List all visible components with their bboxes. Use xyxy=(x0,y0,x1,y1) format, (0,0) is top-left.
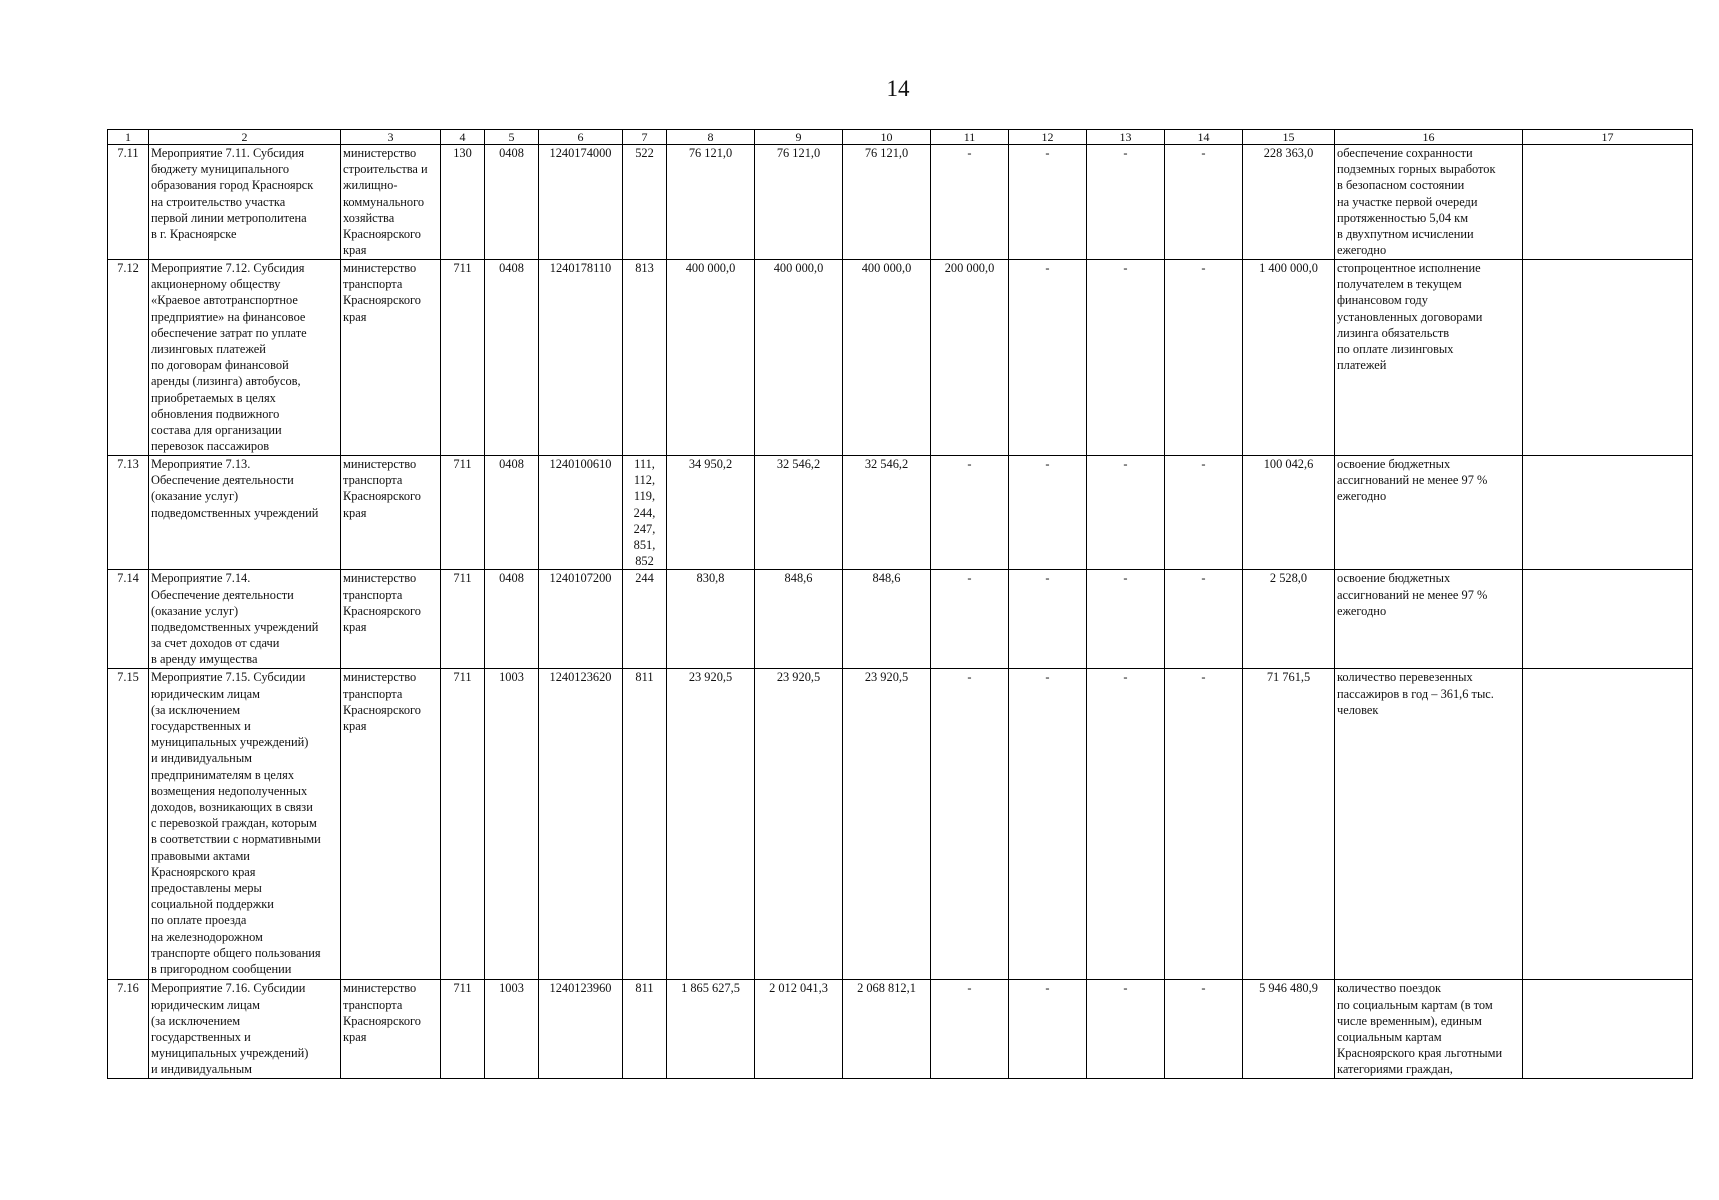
grbs-code: 130 xyxy=(441,145,485,260)
column-header: 7 xyxy=(623,130,667,145)
executor: министерство транспорта Красноярского края xyxy=(341,260,441,456)
column-header: 12 xyxy=(1009,130,1087,145)
rzpr-code: 1003 xyxy=(485,980,539,1078)
executor: министерство транспорта Красноярского края xyxy=(341,456,441,570)
vr-code: 522 xyxy=(623,145,667,260)
amount-col-13: - xyxy=(1087,570,1165,669)
amount-col-13: - xyxy=(1087,456,1165,570)
column-header: 9 xyxy=(755,130,843,145)
amount-col-13: - xyxy=(1087,260,1165,456)
amount-col-11: - xyxy=(931,669,1009,980)
table-row xyxy=(108,260,1693,456)
amount-year-2: 23 920,5 xyxy=(755,669,843,980)
amount-col-12: - xyxy=(1009,456,1087,570)
amount-total: 1 400 000,0 xyxy=(1243,260,1335,456)
executor: министерство транспорта Красноярского края xyxy=(341,669,441,980)
amount-total: 228 363,0 xyxy=(1243,145,1335,260)
amount-col-14: - xyxy=(1165,145,1243,260)
amount-year-2: 848,6 xyxy=(755,570,843,669)
grbs-code: 711 xyxy=(441,456,485,570)
grbs-code: 711 xyxy=(441,669,485,980)
column-header: 1 xyxy=(108,130,149,145)
column-header: 15 xyxy=(1243,130,1335,145)
amount-year-2: 76 121,0 xyxy=(755,145,843,260)
table-row xyxy=(108,980,1693,1078)
vr-code: 811 xyxy=(623,669,667,980)
row-number: 7.14 xyxy=(108,570,149,669)
expected-result: количество поездок по социальным картам (в том числе временным), единым социальным картам Красноярского края льготными категориями граждан, xyxy=(1335,980,1523,1078)
grbs-code: 711 xyxy=(441,570,485,669)
table-row xyxy=(108,145,1693,260)
amount-col-13: - xyxy=(1087,145,1165,260)
amount-year-3: 2 068 812,1 xyxy=(843,980,931,1078)
amount-year-3: 848,6 xyxy=(843,570,931,669)
activity-name: Мероприятие 7.14. Обеспечение деятельности (оказание услуг) подведомственных учреждений за счет доходов от сдачи в аренду имущества xyxy=(149,570,341,669)
amount-total: 100 042,6 xyxy=(1243,456,1335,570)
amount-col-11: - xyxy=(931,145,1009,260)
amount-year-1: 400 000,0 xyxy=(667,260,755,456)
amount-col-11: - xyxy=(931,980,1009,1078)
column-header: 2 xyxy=(149,130,341,145)
rzpr-code: 0408 xyxy=(485,456,539,570)
csr-code: 1240178110 xyxy=(539,260,623,456)
executor: министерство транспорта Красноярского края xyxy=(341,570,441,669)
col-17-cell xyxy=(1523,260,1693,456)
expected-result: количество перевезенных пассажиров в год – 361,6 тыс. человек xyxy=(1335,669,1523,980)
csr-code: 1240123620 xyxy=(539,669,623,980)
amount-col-11: - xyxy=(931,570,1009,669)
page-number: 14 xyxy=(886,76,910,101)
amount-year-3: 23 920,5 xyxy=(843,669,931,980)
column-header: 13 xyxy=(1087,130,1165,145)
amount-total: 71 761,5 xyxy=(1243,669,1335,980)
table-row xyxy=(108,669,1693,980)
amount-total: 2 528,0 xyxy=(1243,570,1335,669)
col-17-cell xyxy=(1523,570,1693,669)
executor: министерство транспорта Красноярского края xyxy=(341,980,441,1078)
amount-col-13: - xyxy=(1087,980,1165,1078)
row-number: 7.12 xyxy=(108,260,149,456)
amount-col-12: - xyxy=(1009,145,1087,260)
amount-year-3: 32 546,2 xyxy=(843,456,931,570)
csr-code: 1240107200 xyxy=(539,570,623,669)
amount-col-14: - xyxy=(1165,260,1243,456)
amount-col-14: - xyxy=(1165,570,1243,669)
amount-col-12: - xyxy=(1009,980,1087,1078)
amount-year-1: 34 950,2 xyxy=(667,456,755,570)
amount-year-3: 76 121,0 xyxy=(843,145,931,260)
column-number-row xyxy=(108,130,1693,145)
expected-result: освоение бюджетных ассигнований не менее 97 % ежегодно xyxy=(1335,570,1523,669)
amount-col-12: - xyxy=(1009,669,1087,980)
amount-col-12: - xyxy=(1009,570,1087,669)
rzpr-code: 1003 xyxy=(485,669,539,980)
csr-code: 1240174000 xyxy=(539,145,623,260)
csr-code: 1240123960 xyxy=(539,980,623,1078)
amount-col-11: - xyxy=(931,456,1009,570)
amount-col-14: - xyxy=(1165,980,1243,1078)
amount-col-13: - xyxy=(1087,669,1165,980)
col-17-cell xyxy=(1523,980,1693,1078)
amount-year-2: 2 012 041,3 xyxy=(755,980,843,1078)
amount-col-14: - xyxy=(1165,669,1243,980)
table-row xyxy=(108,570,1693,669)
expected-result: обеспечение сохранности подземных горных выработок в безопасном состоянии на участке первой очереди протяженностью 5,04 км в двухпутном исчислении ежегодно xyxy=(1335,145,1523,260)
executor: министерство строительства и жилищно- коммунального хозяйства Красноярского края xyxy=(341,145,441,260)
column-header: 14 xyxy=(1165,130,1243,145)
column-header: 17 xyxy=(1523,130,1693,145)
table-row xyxy=(108,456,1693,570)
column-header: 11 xyxy=(931,130,1009,145)
amount-year-3: 400 000,0 xyxy=(843,260,931,456)
grbs-code: 711 xyxy=(441,980,485,1078)
amount-year-1: 76 121,0 xyxy=(667,145,755,260)
activity-name: Мероприятие 7.16. Субсидии юридическим лицам (за исключением государственных и муниципальных учреждений) и индивидуальным xyxy=(149,980,341,1078)
row-number: 7.15 xyxy=(108,669,149,980)
rzpr-code: 0408 xyxy=(485,145,539,260)
expected-result: стопроцентное исполнение получателем в текущем финансовом году установленных договорами лизинга обязательств по оплате лизинговых платежей xyxy=(1335,260,1523,456)
activity-name: Мероприятие 7.13. Обеспечение деятельности (оказание услуг) подведомственных учреждений xyxy=(149,456,341,570)
rzpr-code: 0408 xyxy=(485,570,539,669)
amount-col-11: 200 000,0 xyxy=(931,260,1009,456)
amount-year-1: 1 865 627,5 xyxy=(667,980,755,1078)
column-header: 8 xyxy=(667,130,755,145)
activity-name: Мероприятие 7.15. Субсидии юридическим лицам (за исключением государственных и муниципальных учреждений) и индивидуальным предпринимателям в целях возмещения недополученных доходов, возникающих в связи с перевозкой граждан, которым в соответствии с нормативными правовыми актами Красноярского края предоставлены меры социальной поддержки по оплате проезда на железнодорожном транспорте общего пользования в пригородном сообщении xyxy=(149,669,341,980)
activity-name: Мероприятие 7.12. Субсидия акционерному обществу «Краевое автотранспортное предприятие» на финансовое обеспечение затрат по уплате лизинговых платежей по договорам финансовой аренды (лизинга) автобусов, приобретаемых в целях обновления подвижного состава для организации перевозок пассажиров xyxy=(149,260,341,456)
column-header: 6 xyxy=(539,130,623,145)
expected-result: освоение бюджетных ассигнований не менее 97 % ежегодно xyxy=(1335,456,1523,570)
column-header: 10 xyxy=(843,130,931,145)
amount-col-14: - xyxy=(1165,456,1243,570)
col-17-cell xyxy=(1523,669,1693,980)
program-activities-table xyxy=(107,129,1693,1079)
vr-code: 811 xyxy=(623,980,667,1078)
col-17-cell xyxy=(1523,456,1693,570)
amount-year-1: 23 920,5 xyxy=(667,669,755,980)
row-number: 7.11 xyxy=(108,145,149,260)
csr-code: 1240100610 xyxy=(539,456,623,570)
vr-code: 111, 112, 119, 244, 247, 851, 852 xyxy=(623,456,667,570)
column-header: 4 xyxy=(441,130,485,145)
vr-code: 244 xyxy=(623,570,667,669)
amount-year-1: 830,8 xyxy=(667,570,755,669)
column-header: 5 xyxy=(485,130,539,145)
amount-col-12: - xyxy=(1009,260,1087,456)
activity-name: Мероприятие 7.11. Субсидия бюджету муниципального образования город Красноярск на строительство участка первой линии метрополитена в г. Красноярске xyxy=(149,145,341,260)
amount-total: 5 946 480,9 xyxy=(1243,980,1335,1078)
rzpr-code: 0408 xyxy=(485,260,539,456)
row-number: 7.13 xyxy=(108,456,149,570)
grbs-code: 711 xyxy=(441,260,485,456)
col-17-cell xyxy=(1523,145,1693,260)
vr-code: 813 xyxy=(623,260,667,456)
amount-year-2: 32 546,2 xyxy=(755,456,843,570)
row-number: 7.16 xyxy=(108,980,149,1078)
column-header: 3 xyxy=(341,130,441,145)
column-header: 16 xyxy=(1335,130,1523,145)
amount-year-2: 400 000,0 xyxy=(755,260,843,456)
